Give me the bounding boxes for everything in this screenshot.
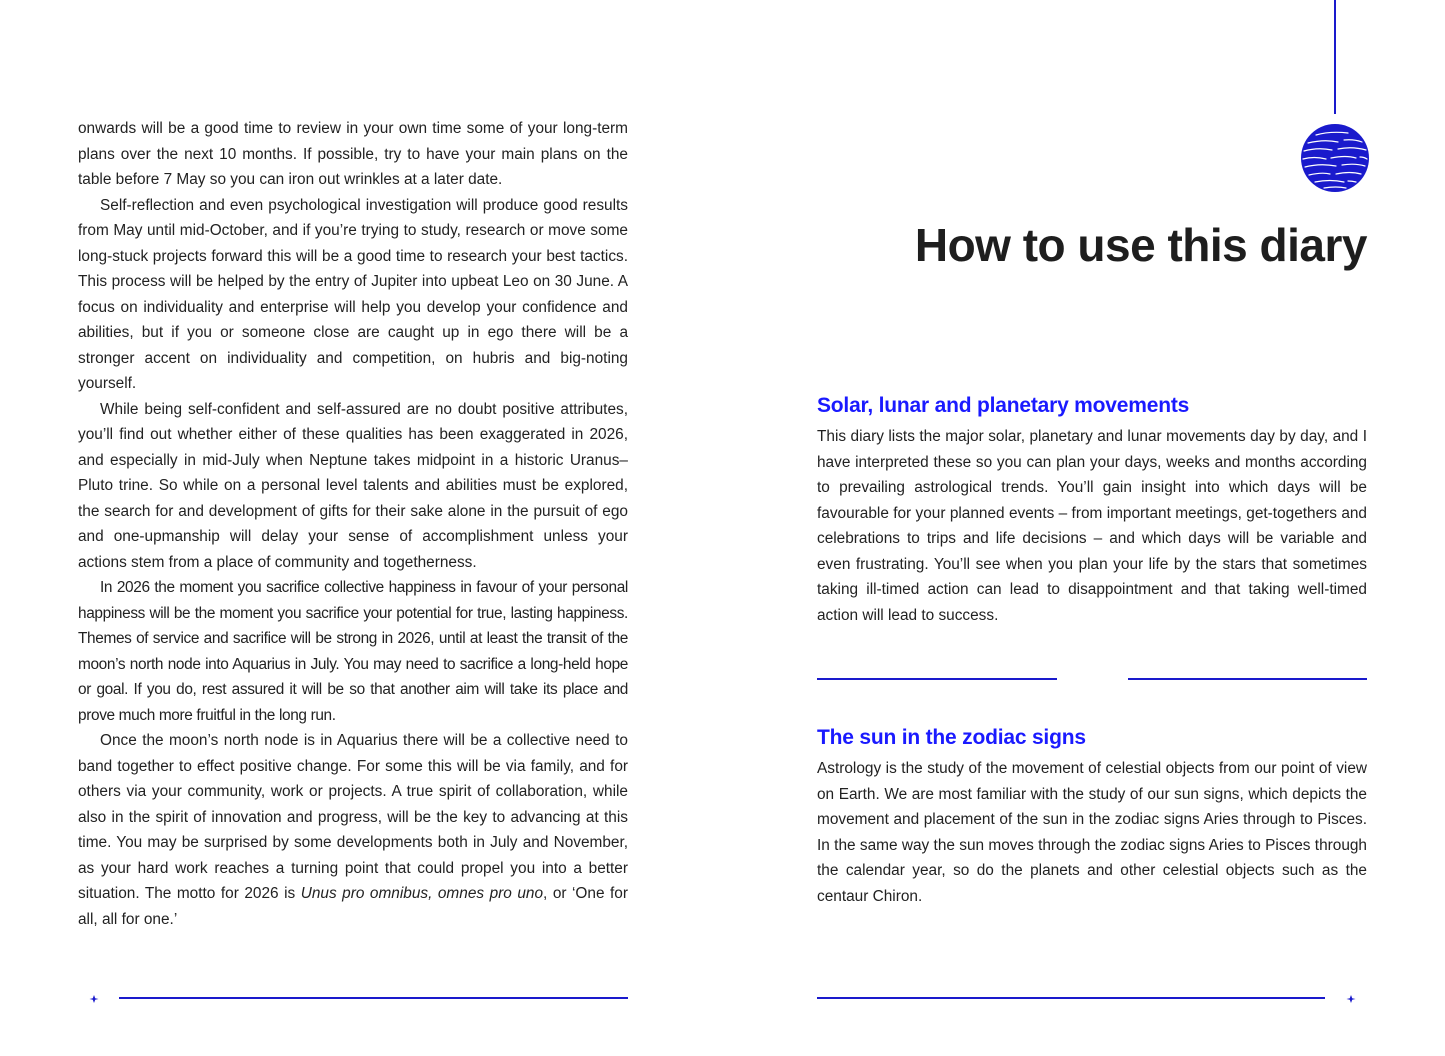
divider-line-right (1128, 678, 1367, 680)
planet-icon (1300, 123, 1370, 193)
motto-latin: Unus pro omnibus, omnes pro uno (300, 885, 544, 902)
body-paragraph: Self-reflection and even psychological investigation will produce good results from May until mid-October, and if you’re trying to study, research or move some long-stuck projects forward this will be a good time to research your best tactics. This process will be helped by the entry of Jupiter into upbeat Leo on 30 June. A focus on individuality and enterprise will help you develop your confidence and abilities, but if you or someone close are caught up in ego there will be a stronger accent on individuality and competition, on hubris and big-noting yourself. (78, 196, 628, 392)
section-heading: The sun in the zodiac signs (817, 726, 1086, 749)
moon-star-icon (1338, 984, 1368, 1014)
section-heading: Solar, lunar and planetary movements (817, 394, 1190, 417)
section-body: This diary lists the major solar, planetary and lunar movements day by day, and I have interpreted these so you can plan your days, weeks and months according to prevailing astrological trends. You’ll gain insight into which days will be favourable for your planned events – from important meetings, get-togethers and celebrations to trips and life decisions – and which days will be variable and even frustrating. You’ll see when you plan your life by the stars that sometimes taking ill-timed action can lead to disappointment and that taking well-timed action will lead to success. (817, 428, 1367, 624)
body-paragraph: In 2026 the moment you sacrifice collective happiness in favour of your personal happiness will be the moment you sacrifice your potential for true, lasting happiness. Themes of service and sacrifice will be strong in 2026, until at least the transit of the moon’s north node into Aquarius in July. You may need to sacrifice a long-held hope or goal. If you do, rest assured it will be so that another aim will take its place and prove much more fruitful in the long run. (78, 579, 628, 724)
moon-star-icon (77, 984, 107, 1014)
right-page (722, 0, 1445, 1056)
body-paragraph: onwards will be a good time to review in your own time some of your long-term plans over the next 10 months. If possible, try to have your main plans on the table before 7 May so you can iron out wrinkles at a later date. (78, 120, 628, 188)
left-body-text (78, 116, 628, 932)
divider-line-left (817, 678, 1057, 680)
body-paragraph-final (78, 728, 628, 932)
hanging-string (1334, 0, 1336, 114)
left-page (0, 0, 722, 1056)
footer-divider-right (817, 997, 1325, 999)
body-paragraph: While being self-confident and self-assured are no doubt positive attributes, you’ll find out whether either of these qualities has been exaggerated in 2026, and especially in mid-July when Neptune takes midpoint in a historic Uranus–Pluto trine. So while on a personal level talents and abilities must be explored, the search for and development of gifts for their sake alone in the pursuit of ego and one-upmanship will delay your sense of accomplishment unless your actions stem from a place of community and togetherness. (78, 400, 628, 571)
footer-divider-left (119, 997, 628, 999)
motto-english: , or ‘One for all, all for one.’ (78, 885, 628, 928)
section-sun-zodiac (817, 726, 1367, 909)
page-title: How to use this diary (914, 219, 1367, 271)
section-planetary-movements (817, 394, 1367, 628)
section-body: Astrology is the study of the movement of celestial objects from our point of view on Earth. We are most familiar with the study of our sun signs, which depicts the movement and placement of the sun in the zodiac signs Aries through to Pisces. In the same way the sun moves through the zodiac signs Aries to Pisces through the calendar year, so do the planets and other celestial objects such as the centaur Chiron. (817, 760, 1367, 905)
final-paragraph-text: Once the moon’s north node is in Aquarius there will be a collective need to band together to effect positive change. For some this will be via family, and for others via your community, work or projects. A true spirit of collaboration, while also in the spirit of innovation and progress, will be the key to advancing at this time. You may be surprised by some developments both in July and November, as your hard work reaches a turning point that could propel you into a better situation. The motto for 2026 is (78, 732, 628, 902)
crescent-moon-icon (1077, 662, 1109, 694)
